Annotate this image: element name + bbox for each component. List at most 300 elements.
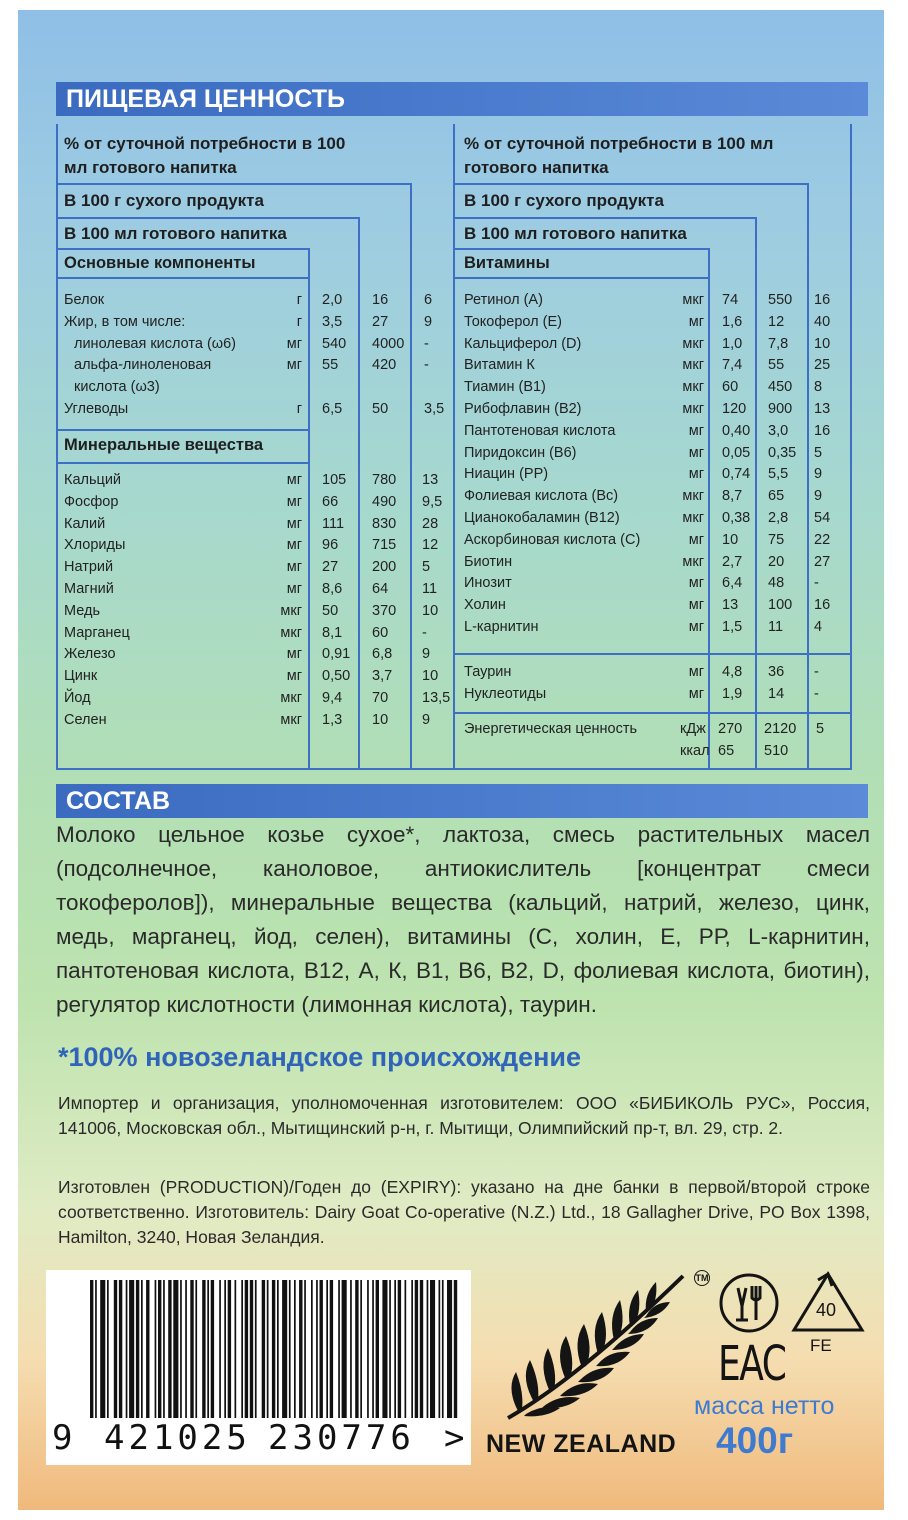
left-header-daily-percent: % от суточной потребности в 100 мл готового напитка [64,134,346,177]
nutrient-c: 13,5 [422,690,451,706]
nutrient-row [464,661,854,683]
nutrient-name: Калий [64,515,106,532]
nutrient-a: 13 [722,597,739,614]
nutrient-c: 9 [422,646,431,663]
right-header-100g: В 100 г сухого продукта [464,191,664,210]
nutrient-b: 900 [768,401,793,417]
nutrient-unit: мг [688,575,704,592]
nutrient-unit: мг [286,335,302,352]
nutrient-unit: мг [286,581,302,597]
nutrient-name: Инозит [464,575,512,592]
barcode-bar [185,1280,187,1418]
barcode-bar [202,1280,205,1418]
nutrient-c: 16 [814,292,831,308]
nutrient-name: Жир, в том числе: [64,313,186,330]
nutrient-row [64,600,454,622]
nutrient-a: 6,4 [722,575,743,592]
nutrient-row [464,616,854,638]
barcode-bar [195,1280,197,1418]
barcode-bar [100,1280,105,1418]
nutrient-b: 0,35 [768,444,797,461]
left-header-100g: В 100 г сухого продукта [64,191,264,210]
nutrient-row [64,534,454,556]
nutrient-row [64,311,454,333]
barcode [46,1270,471,1465]
barcode-bar [355,1280,358,1418]
nutrient-b: 75 [768,531,785,548]
nutrient-name: Марганец [64,624,130,641]
barcode-bar [228,1280,231,1418]
nutrient-b: 830 [372,515,397,532]
nutrient-name: Магний [64,581,114,597]
nutrient-b: 14 [768,685,785,702]
nutrient-a: 60 [722,379,739,396]
nutrient-name: Цинк [64,668,98,685]
nutrient-b: 7,8 [768,335,789,352]
nutrient-c: 16 [814,597,831,614]
barcode-bar [294,1280,296,1418]
barcode-bar [382,1280,387,1418]
nutrient-row [64,398,454,420]
nutrient-c: 54 [814,510,831,526]
nutrient-b: 70 [372,690,389,706]
nutrient-name: Железо [64,646,116,663]
nutrient-name: Ретинол (А) [464,292,543,308]
nutrient-c: 5 [814,444,823,461]
energy-value-a: 270 [718,721,743,737]
barcode-bar [350,1280,352,1418]
nutrient-unit: г [296,292,302,308]
barcode-bar [342,1280,347,1418]
barcode-bar [155,1280,157,1418]
nutrient-name: альфа-линоленовая [74,357,212,374]
nutrient-c: 9 [814,466,823,483]
nutrient-a: 0,05 [722,444,751,461]
barcode-bar [245,1280,248,1418]
food-contact-icon [718,1272,780,1334]
barcode-bar [420,1280,423,1418]
nutrient-row [464,376,854,398]
nutrient-row [64,556,454,578]
nutrient-name: Биотин [464,553,513,570]
nutrient-row [464,529,854,551]
nutrient-a: 1,0 [722,335,743,352]
barcode-bar [173,1280,178,1418]
nutrient-c: 22 [814,531,831,548]
nutrient-a: 8,6 [322,581,343,597]
nutrient-row [464,398,854,420]
nutrient-unit: мг [286,472,302,488]
barcode-bar [394,1280,396,1418]
nutrient-c: 13 [422,472,439,488]
nutrient-name: Белок [64,292,105,308]
nutrient-b: 6,8 [372,646,393,663]
nutrient-unit: мкг [280,624,302,641]
barcode-bar [439,1280,441,1418]
nutrient-b: 3,7 [372,668,393,685]
energy-row-kj [464,718,844,740]
nutrient-name: Кальциферол (D) [464,335,582,352]
barcode-bar [338,1280,340,1418]
nutrient-a: 9,4 [322,690,343,706]
main-components-title: Основные компоненты [64,254,256,272]
barcode-bar [415,1280,418,1418]
nutrient-c: 10 [814,335,831,352]
nutrient-c: - [424,335,429,352]
fern-icon [488,1268,703,1428]
barcode-bar [282,1280,287,1418]
barcode-bar [376,1280,379,1418]
recycle-material: FE [810,1336,832,1355]
nutrient-row [64,469,454,491]
energy-value-c: 5 [816,721,825,737]
barcode-end-mark: > [444,1418,465,1458]
nutrient-unit: мг [286,515,302,532]
importer-text: Импортер и организация, уполномоченная изготовителем: ООО «БИБИКОЛЬ РУС», Россия, 141006, Московская обл., Мытищинский р-н, г. Мытищи, Олимпийский пр-т, вл. 29, стр. 2. [58,1093,870,1138]
nutrient-c: 10 [422,668,439,685]
nutrient-row [464,442,854,464]
nutrient-b: 48 [768,575,785,592]
nutrient-unit: мг [286,537,302,554]
nutrient-c: 16 [814,422,831,439]
nutrient-name: Медь [64,602,101,619]
nutrient-c: 12 [422,537,439,554]
left-header-100ml: В 100 мл готового напитка [64,224,287,243]
barcode-digits-right: 230776 [268,1418,415,1458]
barcode-bar [141,1280,143,1418]
barcode-bar [90,1280,93,1418]
nutrient-row [464,354,854,376]
nutrient-row [464,507,854,529]
barcode-bar [389,1280,391,1418]
nutrient-unit: мкг [682,510,704,526]
barcode-bar [447,1280,452,1418]
barcode-bar [168,1280,171,1418]
nutrient-a: 3,5 [322,313,343,330]
nutrient-c: 27 [814,553,831,570]
nutrient-a: 111 [322,515,345,532]
energy-kcal-b: 510 [764,743,789,759]
barcode-bar [326,1280,328,1418]
nutrient-row [64,354,454,376]
nutrient-unit: мг [688,597,704,614]
nutrient-unit: мкг [682,357,704,374]
nutrient-a: 66 [322,493,339,510]
nutrient-a: 50 [322,602,339,619]
nutrient-c: - [814,685,819,702]
barcode-bar [180,1280,182,1418]
nutrient-unit: мкг [280,690,302,706]
nutrient-name: Нуклеотиды [464,685,547,702]
nutrient-name: Фолиевая кислота (Вс) [464,488,619,505]
barcode-bar [207,1280,209,1418]
nutrient-name: Тиамин (В1) [464,379,546,396]
nutrient-name: Пантотеновая кислота [464,422,616,439]
energy-value-b: 2120 [764,721,797,737]
nutrient-b: 490 [372,493,397,510]
nutrient-c: 5 [422,559,431,576]
nutrient-b: 20 [768,553,785,570]
barcode-bar [136,1280,139,1418]
nutrient-b: 420 [372,357,397,374]
barcode-bar [107,1280,109,1418]
barcode-bar [235,1280,237,1418]
nutrient-a: 0,38 [722,510,751,526]
barcode-bar [262,1280,265,1418]
nutrient-a: 0,50 [322,668,351,685]
nutrient-unit: мг [688,531,704,548]
nutrient-b: 550 [768,292,793,308]
nutrient-unit: мкг [682,335,704,352]
barcode-bar [211,1280,214,1418]
energy-kcal-a: 65 [718,743,735,759]
energy-unit-kcal: ккал [680,743,710,759]
nutrient-c: - [814,575,819,592]
nutrient-unit: мг [286,357,302,374]
barcode-bar [427,1280,429,1418]
nutrient-unit: мг [688,313,704,330]
nutrient-c: 8 [814,379,823,396]
nutrient-b: 780 [372,472,397,488]
nutrient-name: Натрий [64,559,114,576]
nutrient-c: 11 [422,581,438,597]
nutrient-name: Углеводы [64,401,129,417]
vitamins-title: Витамины [464,254,550,272]
barcode-bar [289,1280,291,1418]
nutrient-a: 8,1 [322,624,343,641]
nutrient-name: кислота (ω3) [74,379,160,396]
barcode-bar [372,1280,374,1418]
nutrient-c: 3,5 [424,401,445,417]
nutrient-row [64,578,454,600]
brand-country: NEW ZEALAND [486,1430,677,1458]
nutrient-row [64,643,454,665]
net-weight-label: масса нетто [694,1392,835,1420]
nutrient-c: 9 [814,488,823,505]
nutrient-unit: мкг [682,553,704,570]
nutrient-b: 27 [372,313,389,330]
barcode-bar [272,1280,275,1418]
nutrient-a: 120 [722,401,747,417]
nutrient-name: Кальций [64,472,122,488]
minerals-title: Минеральные вещества [64,436,264,454]
barcode-bar [250,1280,253,1418]
composition-title: СОСТАВ [56,784,868,818]
nutrient-row [464,594,854,616]
nutrient-unit: мг [688,664,704,680]
barcode-bar [330,1280,333,1418]
barcode-bar [405,1280,407,1418]
nutrient-row [64,513,454,535]
barcode-bar [277,1280,279,1418]
nutrient-unit: мг [286,668,302,685]
nutrient-c: - [424,357,429,374]
barcode-bar [146,1280,149,1418]
nutrient-row [464,420,854,442]
energy-unit-kj: кДж [680,721,706,737]
nutrient-a: 540 [322,335,347,352]
nutrient-row [64,289,454,311]
nutrient-a: 74 [722,292,739,308]
barcode-bar [241,1280,243,1418]
barcode-bar [224,1280,226,1418]
nutrient-a: 1,6 [722,313,743,330]
barcode-digits-left: 421025 [104,1418,251,1458]
nutrient-c: 9,5 [422,493,443,510]
nutrient-unit: мкг [682,379,704,396]
barcode-bar [163,1280,165,1418]
nutrient-c: 9 [422,711,431,728]
nutrient-a: 6,5 [322,401,343,417]
nutrition-title: ПИЩЕВАЯ ЦЕННОСТЬ [56,82,868,116]
nutrient-b: 65 [768,488,785,505]
product-label [18,10,884,1510]
nutrient-name: Фосфор [64,493,119,510]
trademark-mark: TM [694,1270,710,1286]
barcode-bar [311,1280,313,1418]
energy-label: Энергетическая ценность [464,721,638,737]
nutrient-b: 450 [768,379,793,396]
nutrient-b: 715 [372,537,397,554]
barcode-bar [255,1280,257,1418]
nutrient-b: 16 [372,292,389,308]
nutrient-c: 4 [814,619,823,635]
barcode-bar [190,1280,193,1418]
nutrient-b: 36 [768,664,785,680]
nutrient-row [464,551,854,573]
barcode-bar [316,1280,318,1418]
nutrient-unit: мг [286,559,302,576]
nutrient-name: Витамин К [464,357,535,374]
nutrient-a: 27 [322,559,339,576]
nutrient-a: 1,9 [722,685,743,702]
nutrient-unit: г [296,401,302,417]
nutrient-unit: мкг [280,602,302,619]
nutrient-row [464,683,854,705]
nutrient-a: 7,4 [722,357,743,374]
nutrient-row [464,333,854,355]
nutrient-name: Холин [464,597,506,614]
nutrient-b: 64 [372,581,389,597]
nutrient-unit: мкг [682,401,704,417]
nutrient-unit: мг [688,466,704,483]
nutrient-name: Хлориды [64,537,126,554]
production-text: Изготовлен (PRODUCTION)/Годен до (EXPIRY): указано на дне банки в первой/второй строке соответственно. Изготовитель: Dairy Goat Co-operative (N.Z.) Ltd., 18 Gallagher Drive, PO Box 1398, Hamilton, 3240, Новая Зеландия. [58,1177,870,1247]
nutrient-unit: мг [688,619,704,635]
nutrient-name: Пиридоксин (В6) [464,444,577,461]
energy-row-kcal [464,740,844,762]
nutrient-a: 1,5 [722,619,743,635]
barcode-bar [454,1280,457,1418]
nutrient-b: 60 [372,624,389,641]
right-header-100ml: В 100 мл готового напитка [464,224,687,243]
nutrient-name: Рибофлавин (В2) [464,401,582,417]
nutrient-b: 370 [372,602,397,619]
nutrient-row [64,376,454,398]
nutrient-b: 12 [768,313,785,330]
nutrient-a: 55 [322,357,339,374]
nutrient-row [464,463,854,485]
nutrient-row [464,485,854,507]
nutrient-name: Цианокобаламин (В12) [464,510,620,526]
nutrient-name: Йод [64,690,91,706]
right-header-daily-percent: % от суточной потребности в 100 мл готового напитка [464,134,774,177]
nutrient-unit: мг [688,685,704,702]
nutrient-b: 200 [372,559,397,576]
barcode-digit-first: 9 [52,1418,73,1458]
eac-mark: EAC [718,1336,786,1392]
nutrient-a: 2,0 [322,292,343,308]
nutrient-row [64,687,454,709]
nutrient-row [464,289,854,311]
nutrient-c: 25 [814,357,831,374]
barcode-bar [219,1280,221,1418]
nutrient-b: 4000 [372,335,405,352]
barcode-bar [95,1280,97,1418]
nutrient-a: 2,7 [722,553,743,570]
barcode-bar [119,1280,122,1418]
nutrient-b: 10 [372,711,389,728]
nutrient-b: 55 [768,357,785,374]
barcode-bar [442,1280,444,1418]
nutrient-a: 0,91 [322,646,351,663]
origin-note: *100% новозеландское происхождение [58,1042,582,1072]
barcode-bar [299,1280,302,1418]
nutrient-row [64,622,454,644]
nutrient-unit: мкг [682,292,704,308]
nutrient-row [64,333,454,355]
composition-text [56,818,870,1022]
barcode-bar [267,1280,269,1418]
nutrient-unit: мг [286,646,302,663]
recycle-code: 40 [816,1300,837,1320]
net-weight-value: 400г [716,1420,794,1461]
nutrient-unit: мг [688,422,704,439]
nutrient-name: Аскорбиновая кислота (С) [464,531,641,548]
nutrient-unit: мкг [682,488,704,505]
nutrient-c: - [814,664,819,680]
nutrient-b: 2,8 [768,510,789,526]
composition-paragraph: Молоко цельное козье сухое*, лактоза, смесь растительных масел (подсолнечное, каноловое, антиокислитель [концентрат смеси токоферолов]), минеральные вещества (кальций, натрий, железо, цинк, медь, марганец, йод, селен), витамины (С, холин, Е, РР, L-карнитин, пантотеновая кислота, В12, А, К, В1, В6, В2, D, фолиевая кислота, биотин), регулятор кислотности (лимонная кислота), таурин. [56,822,870,1017]
nutrient-row [64,709,454,731]
nutrient-name: Ниацин (РР) [464,466,549,483]
nutrient-a: 0,74 [722,466,751,483]
nutrient-b: 5,5 [768,466,789,483]
barcode-bar [360,1280,362,1418]
barcode-bar [411,1280,413,1418]
nutrient-unit: мг [688,444,704,461]
nutrient-c: 28 [422,515,439,532]
nutrient-a: 96 [322,537,339,554]
barcode-bar [158,1280,161,1418]
nutrient-b: 11 [768,619,784,635]
nutrient-row [64,491,454,513]
nutrient-row [464,572,854,594]
barcode-bar [367,1280,369,1418]
nutrient-a: 4,8 [722,664,743,680]
nutrient-name: Таурин [464,664,512,680]
nutrient-b: 50 [372,401,389,417]
nutrient-c: 6 [424,292,433,308]
nutrient-b: 100 [768,597,793,614]
barcode-bar [304,1280,306,1418]
nutrient-c: 13 [814,401,831,417]
nutrient-c: 40 [814,313,831,330]
nutrient-c: - [422,624,427,641]
nutrient-name: линолевая кислота (ω6) [74,335,236,352]
nutrient-name: Токоферол (Е) [464,313,562,330]
barcode-bar [126,1280,128,1418]
